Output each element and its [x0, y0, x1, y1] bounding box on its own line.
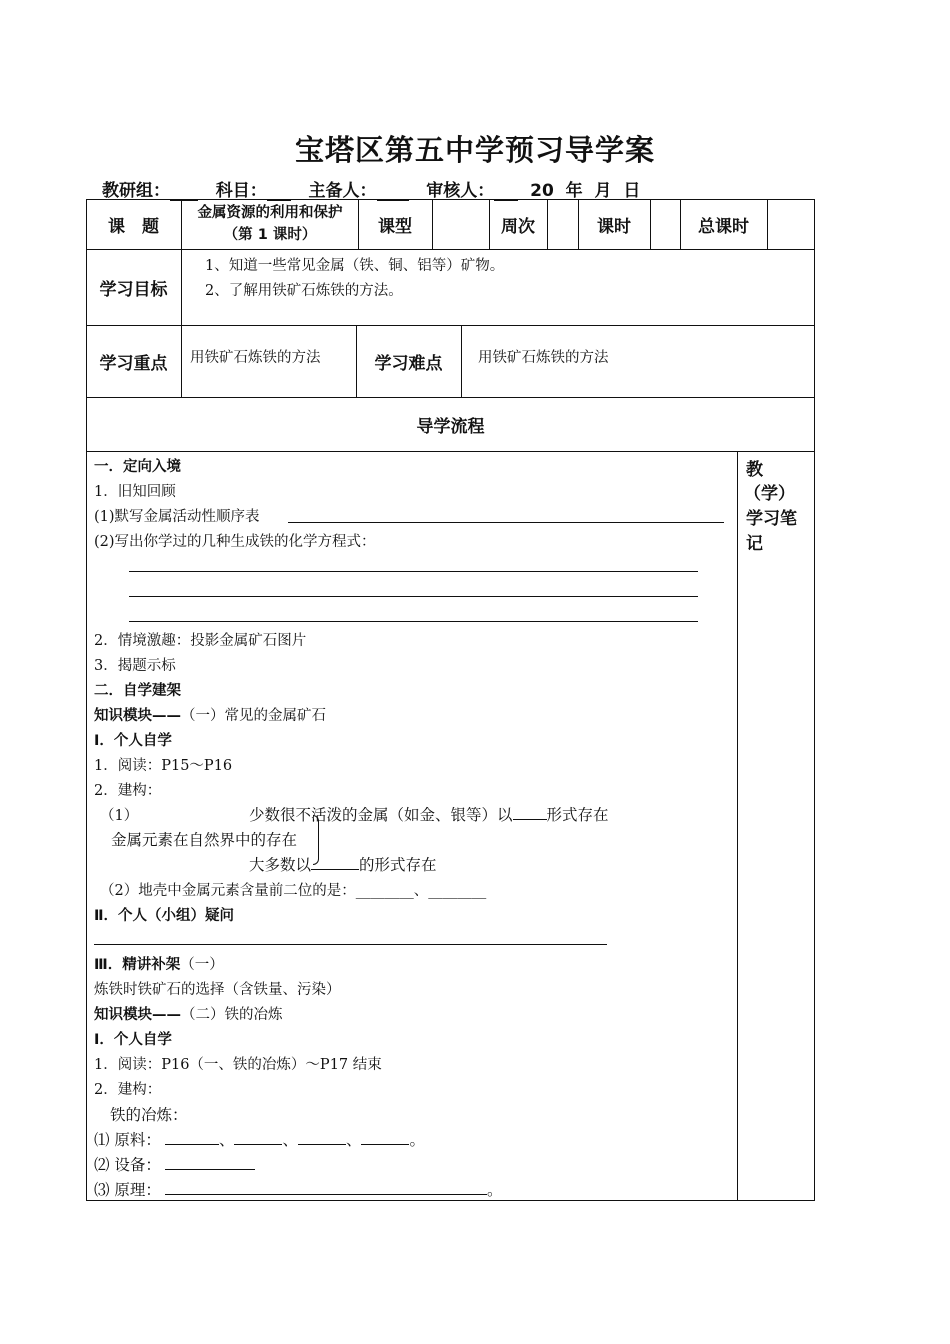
equipment-row	[94, 1153, 255, 1175]
explain-text: 炼铁时铁矿石的选择（含铁量、污染）	[94, 982, 341, 998]
year-value: 20	[530, 181, 554, 201]
subject-label: 科目：	[215, 181, 267, 201]
principle-label: ⑶ 原理：	[94, 1181, 161, 1199]
principle-blank[interactable]	[165, 1180, 487, 1195]
review-item: 1．旧知回顾	[94, 484, 176, 500]
section-heading: 一．定向入境	[94, 459, 181, 475]
week-label: 周次	[501, 216, 535, 237]
difficulty-label: 学习难点	[374, 353, 443, 374]
smelting-title: 铁的冶炼：	[110, 1106, 188, 1124]
module-name: （一）常见的金属矿石	[181, 708, 326, 724]
key-point-value: 用铁矿石炼铁的方法	[190, 350, 321, 366]
preparer-label: 主备人：	[308, 181, 377, 201]
equation-answer-line[interactable]	[129, 571, 698, 572]
notes-label-line: （学）	[744, 484, 795, 504]
construct-item: 2．建构：	[94, 783, 162, 799]
existence-most-suffix: 的形式存在	[359, 856, 437, 874]
module-prefix: 知识模块——	[94, 708, 181, 724]
day-unit: 日	[623, 181, 641, 201]
equation-answer-line[interactable]	[129, 596, 698, 597]
topic-value: 金属资源的利用和保护（第 1 课时）	[197, 205, 343, 243]
knowledge-module-heading	[94, 704, 326, 725]
key-point-label: 学习重点	[99, 353, 168, 374]
existence-most-blank[interactable]	[311, 855, 359, 870]
existence-rare-metals	[249, 803, 609, 825]
goal-item: 1、知道一些常见金属（铁、铜、铝等）矿物。	[205, 258, 505, 274]
existence-most-text: 大多数以	[249, 856, 312, 874]
activity-series-answer-line[interactable]	[288, 522, 724, 523]
equipment-label: ⑵ 设备：	[94, 1156, 161, 1174]
construct-item: 2．建构：	[94, 1082, 162, 1098]
raw-materials-label: ⑴ 原料：	[94, 1131, 161, 1149]
reviewer-label: 审核人：	[426, 181, 495, 201]
explain-heading-text: Ⅲ．精讲补架	[94, 957, 181, 973]
topic-reveal-item: 3．揭题示标	[94, 658, 176, 674]
self-study-heading: Ⅰ．个人自学	[94, 733, 172, 749]
reading-item: 1．阅读：P16（一、铁的冶炼）～P17 结束	[94, 1057, 382, 1073]
type-label: 课型	[378, 216, 412, 237]
month-unit: 月	[594, 181, 612, 201]
module-prefix: 知识模块——	[94, 1007, 181, 1023]
item-number: （1）	[100, 808, 139, 824]
topic-label: 课 题	[108, 216, 159, 237]
goal-item: 2、了解用铁矿石炼铁的方法。	[205, 283, 403, 299]
section-heading: 二．自学建架	[94, 683, 181, 699]
existence-rare-text: 少数很不活泼的金属（如金、银等）以	[249, 806, 513, 824]
equation-prompt: (2)写出你学过的几种生成铁的化学方程式：	[94, 534, 376, 550]
flow-heading: 导学流程	[416, 416, 485, 437]
existence-rare-blank[interactable]	[513, 805, 547, 820]
self-study-heading: Ⅰ．个人自学	[94, 1032, 172, 1048]
goals-label: 学习目标	[99, 279, 168, 300]
scenario-item: 2．情境激趣：投影金属矿石图片	[94, 633, 307, 649]
existence-most-metals	[249, 853, 437, 875]
existence-rare-suffix: 形式存在	[546, 806, 609, 824]
module-name: （二）铁的冶炼	[181, 1007, 283, 1023]
notes-label-line: 学习笔	[746, 509, 797, 529]
question-answer-line[interactable]	[94, 944, 607, 945]
total-periods-label: 总课时	[698, 216, 749, 237]
difficulty-value: 用铁矿石炼铁的方法	[478, 350, 609, 366]
year-unit: 年	[565, 181, 583, 201]
explain-heading	[94, 953, 224, 974]
question-heading: Ⅱ．个人（小组）疑问	[94, 908, 235, 924]
notes-label-line: 记	[746, 534, 763, 554]
period-label: 课时	[597, 216, 631, 237]
explain-heading-suffix: （一）	[180, 957, 224, 973]
existence-label: 金属元素在自然界中的存在	[111, 831, 298, 849]
equipment-blank[interactable]	[165, 1155, 255, 1170]
notes-label-line: 教	[746, 460, 763, 480]
raw-material-blank[interactable]	[361, 1130, 409, 1145]
header-info-row	[102, 176, 640, 201]
raw-material-blank[interactable]	[298, 1130, 346, 1145]
group-label: 教研组：	[102, 181, 170, 201]
knowledge-module-heading	[94, 1003, 283, 1024]
activity-series-prompt: (1)默写金属活动性顺序表	[94, 509, 260, 525]
raw-materials-row: ⑴ 原料： 、 、 、 。	[94, 1131, 425, 1149]
crust-abundance-item: （2）地壳中金属元素含量前二位的是：________、________	[100, 883, 487, 899]
raw-material-blank[interactable]	[234, 1130, 282, 1145]
raw-material-blank[interactable]	[165, 1130, 219, 1145]
reading-item: 1．阅读：P15～P16	[94, 758, 233, 774]
principle-row: ⑶ 原理： 。	[94, 1181, 503, 1199]
document-title: 宝塔区第五中学预习导学案	[294, 133, 655, 167]
equation-answer-line[interactable]	[129, 621, 698, 622]
